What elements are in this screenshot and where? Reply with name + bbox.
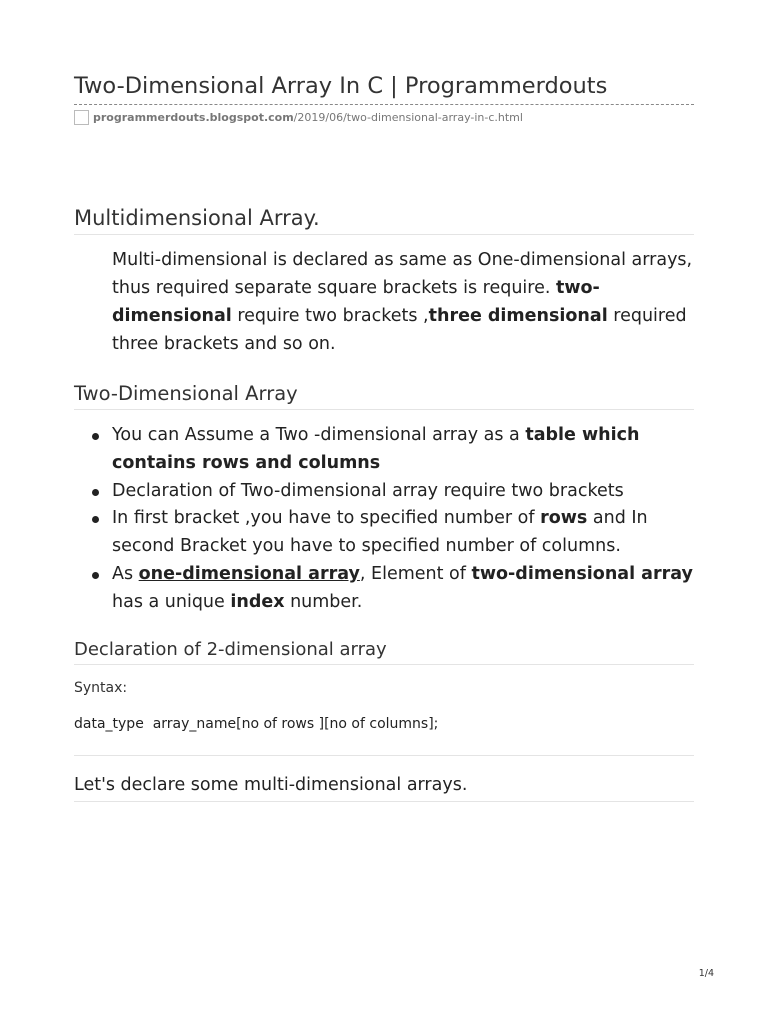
heading-two-dimensional-array: Two-Dimensional Array (74, 382, 694, 410)
list-item-bold: table which contains rows and columns (112, 425, 640, 473)
heading-multidimensional-array: Multidimensional Array. (74, 206, 694, 235)
multidimensional-paragraph (112, 246, 694, 358)
bullet-icon (92, 516, 99, 523)
list-item-text: You can Assume a Two -dimensional array as a (112, 425, 526, 445)
favicon-icon (74, 110, 89, 125)
list-item-bold: two-dimensional array (471, 563, 693, 584)
divider (74, 755, 694, 756)
source-path: /2019/06/two-dimensional-array-in-c.html (293, 111, 523, 124)
paragraph-text: required three brackets and so on. (112, 306, 687, 354)
list-item-text: number. (284, 591, 363, 612)
list-item-text: , Element of (359, 563, 472, 584)
bullet-icon (92, 433, 99, 440)
paragraph-text: require two brackets , (231, 306, 429, 326)
title-divider (74, 104, 694, 105)
source-url[interactable] (74, 110, 523, 125)
syntax-code: data_type array_name[no of rows ][no of columns]; (74, 716, 439, 732)
list-item-text: In first bracket ,you have to specified number of (112, 508, 541, 529)
paragraph-bold-two-dimensional: two-dimensional (112, 278, 600, 326)
one-dimensional-array-link[interactable]: one-dimensional array (138, 563, 360, 584)
page-number: 1/4 (698, 968, 714, 979)
list-item-text: has a unique (112, 591, 231, 612)
bullet-icon (92, 489, 99, 496)
document-title: Two-Dimensional Array In C | Programmerdouts (74, 73, 608, 99)
closing-text: Let's declare some multi-dimensional arrays. (74, 775, 468, 795)
list-item-text: Declaration of Two-dimensional array require two brackets (112, 480, 624, 501)
list-item (74, 478, 694, 506)
list-item-bold: rows (540, 508, 588, 529)
list-item (74, 422, 694, 478)
two-dimensional-bullet-list (74, 422, 694, 617)
source-link[interactable] (93, 111, 523, 124)
list-item (74, 505, 694, 561)
syntax-label: Syntax: (74, 680, 128, 696)
bullet-icon (92, 572, 99, 579)
document-page (74, 0, 694, 1024)
list-item (74, 561, 694, 617)
source-domain: programmerdouts.blogspot.com (93, 111, 294, 124)
list-item-bold: index (230, 591, 285, 612)
list-item-text: and In second Bracket you have to specified number of columns. (112, 508, 648, 557)
list-item-text: As (112, 563, 139, 584)
paragraph-bold-three-dimensional: three dimensional (428, 306, 608, 326)
paragraph-text: Multi-dimensional is declared as same as One-dimensional arrays, thus required separate square brackets is require. (112, 250, 693, 298)
divider (74, 801, 694, 802)
heading-declaration: Declaration of 2-dimensional array (74, 639, 694, 665)
